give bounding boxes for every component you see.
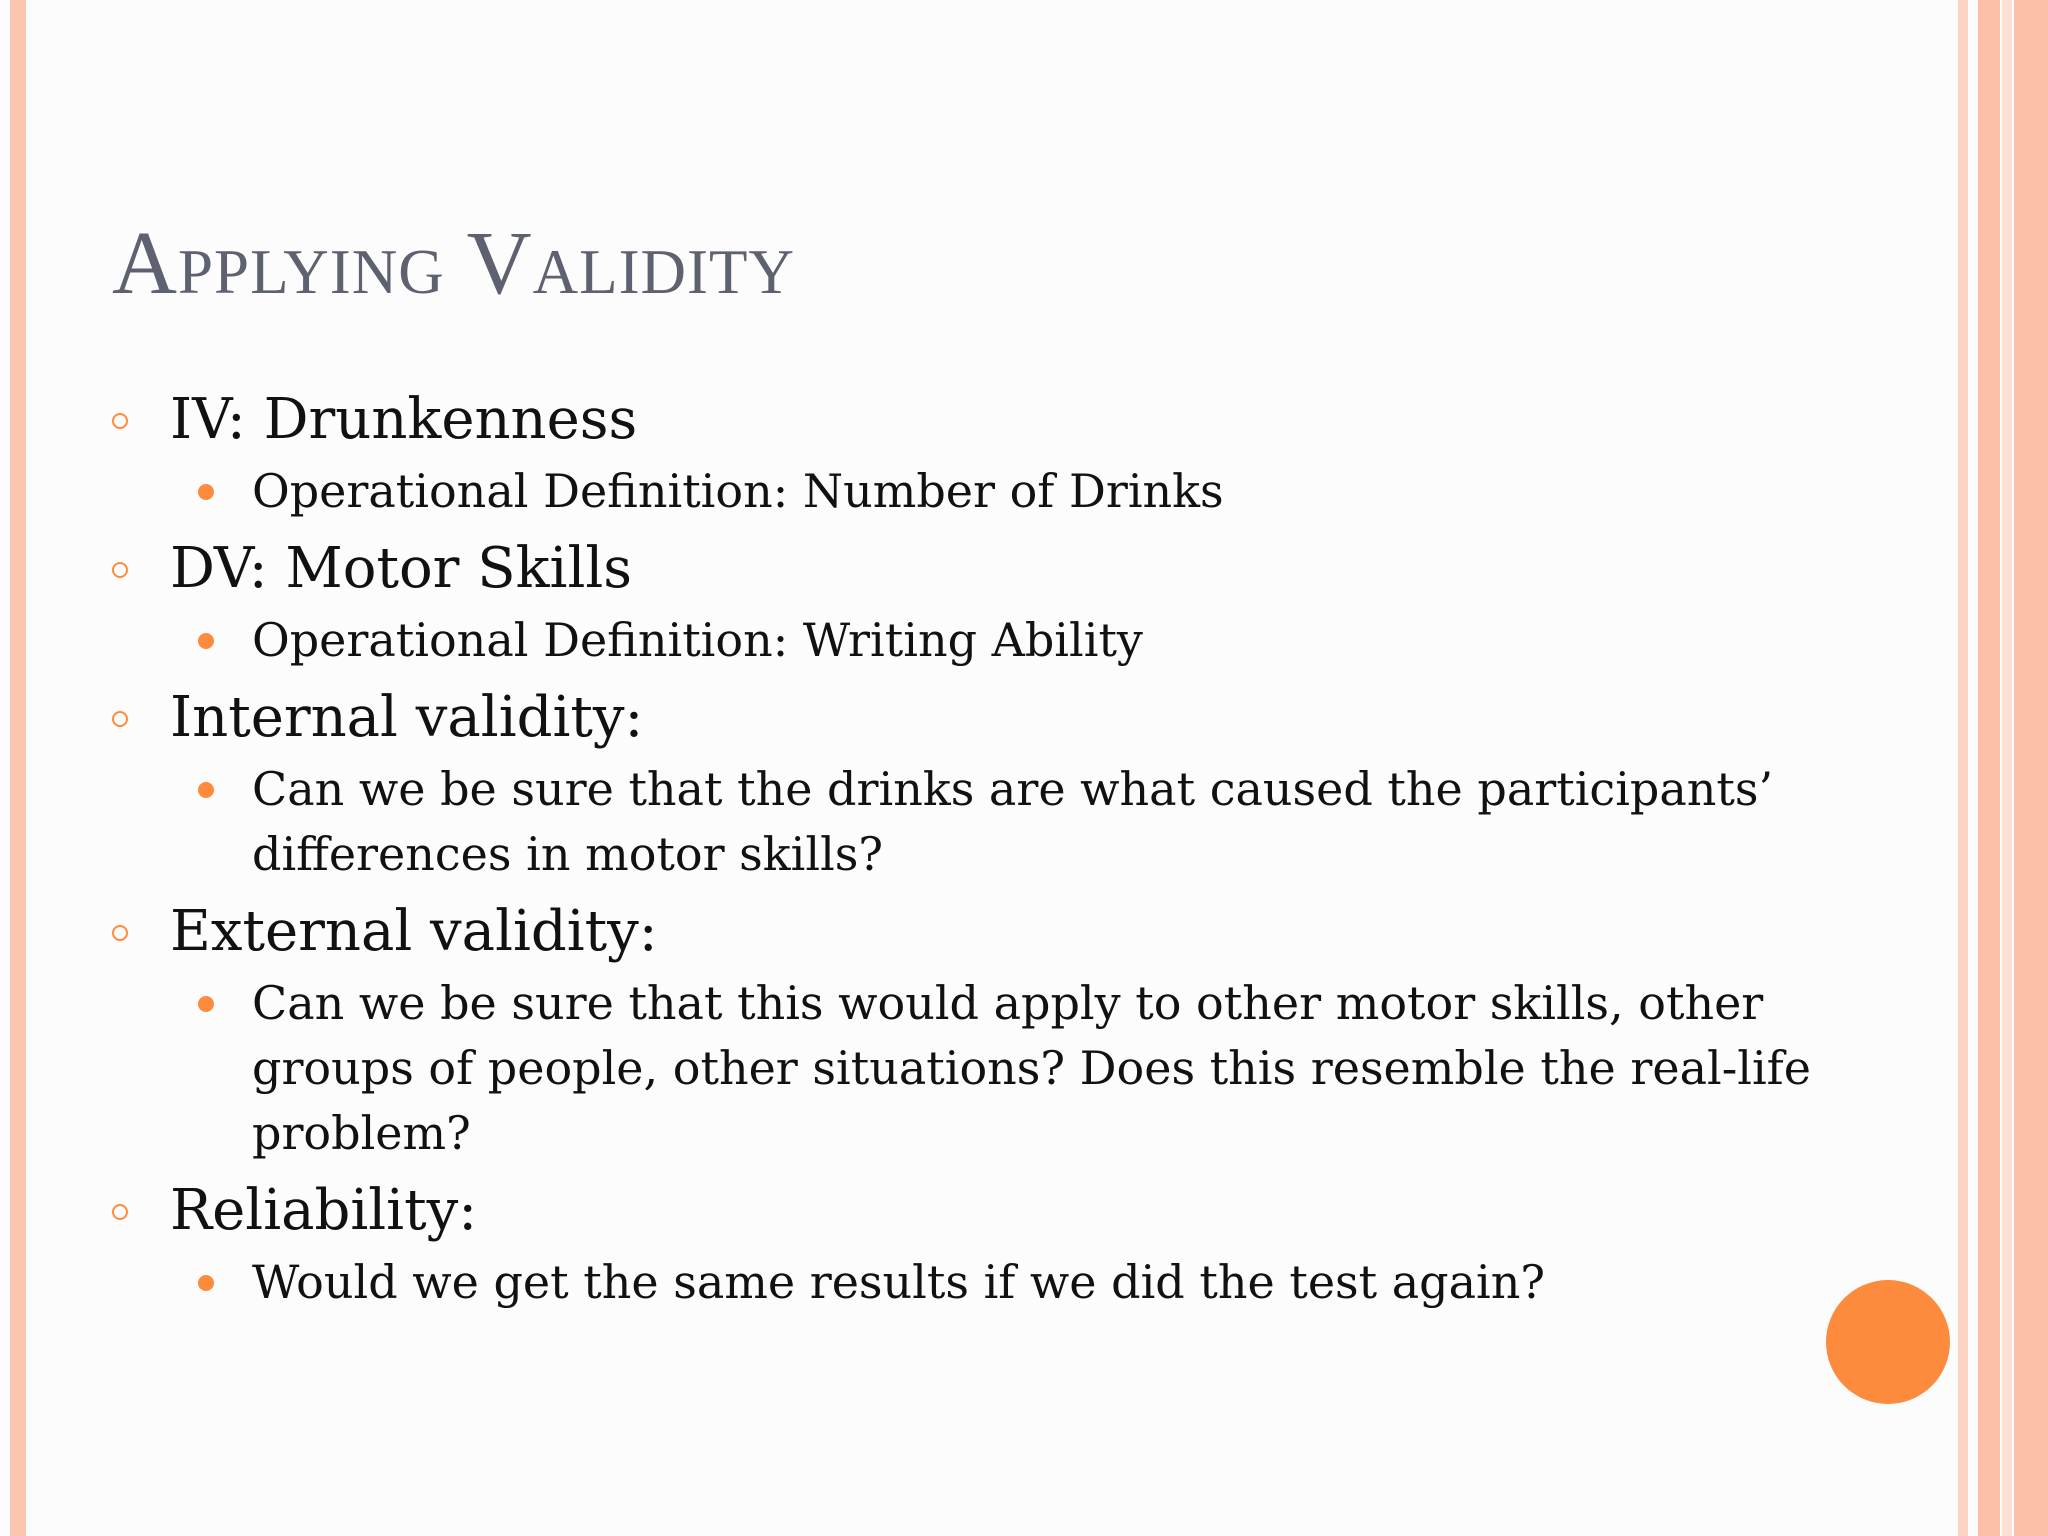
sub-bullet-item <box>110 459 1920 524</box>
sub-bullet-text: Operational Definition: Writing Ability <box>252 613 1143 667</box>
hollow-circle-bullet-icon <box>112 413 128 429</box>
right-border-stripe <box>1958 0 1968 1536</box>
bullet-label: Reliability: <box>170 1178 478 1243</box>
bullet-label: IV: Drunkenness <box>170 387 638 452</box>
filled-dot-bullet-icon <box>198 782 214 798</box>
hollow-circle-bullet-icon <box>112 1204 128 1220</box>
sub-bullet-text: Can we be sure that this would apply to other motor skills, other groups of people, other situations? Does this resemble the real-life problem? <box>252 976 1811 1160</box>
filled-dot-bullet-icon <box>198 484 214 500</box>
right-border-stripe <box>1978 0 2000 1536</box>
bullet-label: External validity: <box>170 899 658 964</box>
orange-circle-decoration <box>1826 1280 1950 1404</box>
hollow-circle-bullet-icon <box>112 562 128 578</box>
hollow-circle-bullet-icon <box>112 711 128 727</box>
sub-bullet-item <box>110 757 1920 887</box>
sub-bullet-item <box>110 1250 1920 1315</box>
sub-bullet-text: Would we get the same results if we did the test again? <box>252 1255 1546 1309</box>
hollow-circle-bullet-icon <box>112 925 128 941</box>
slide-title: Applying Validity <box>112 214 795 313</box>
filled-dot-bullet-icon <box>198 1275 214 1291</box>
bullet-item-reliability <box>110 1176 1920 1246</box>
right-border-stripe <box>2002 0 2012 1536</box>
left-border-stripe <box>10 0 26 1536</box>
bullet-item-iv <box>110 385 1920 455</box>
sub-bullet-item <box>110 971 1920 1166</box>
sub-bullet-item <box>110 608 1920 673</box>
bullet-list <box>110 385 1920 1325</box>
sub-bullet-text: Operational Definition: Number of Drinks <box>252 464 1224 518</box>
bullet-item-external-validity <box>110 897 1920 967</box>
filled-dot-bullet-icon <box>198 633 214 649</box>
bullet-item-internal-validity <box>110 683 1920 753</box>
bullet-label: Internal validity: <box>170 685 644 750</box>
right-border-stripe <box>2014 0 2048 1536</box>
bullet-label: DV: Motor Skills <box>170 536 632 601</box>
bullet-item-dv <box>110 534 1920 604</box>
sub-bullet-text: Can we be sure that the drinks are what caused the participants’ differences in motor skills? <box>252 762 1774 881</box>
filled-dot-bullet-icon <box>198 996 214 1012</box>
